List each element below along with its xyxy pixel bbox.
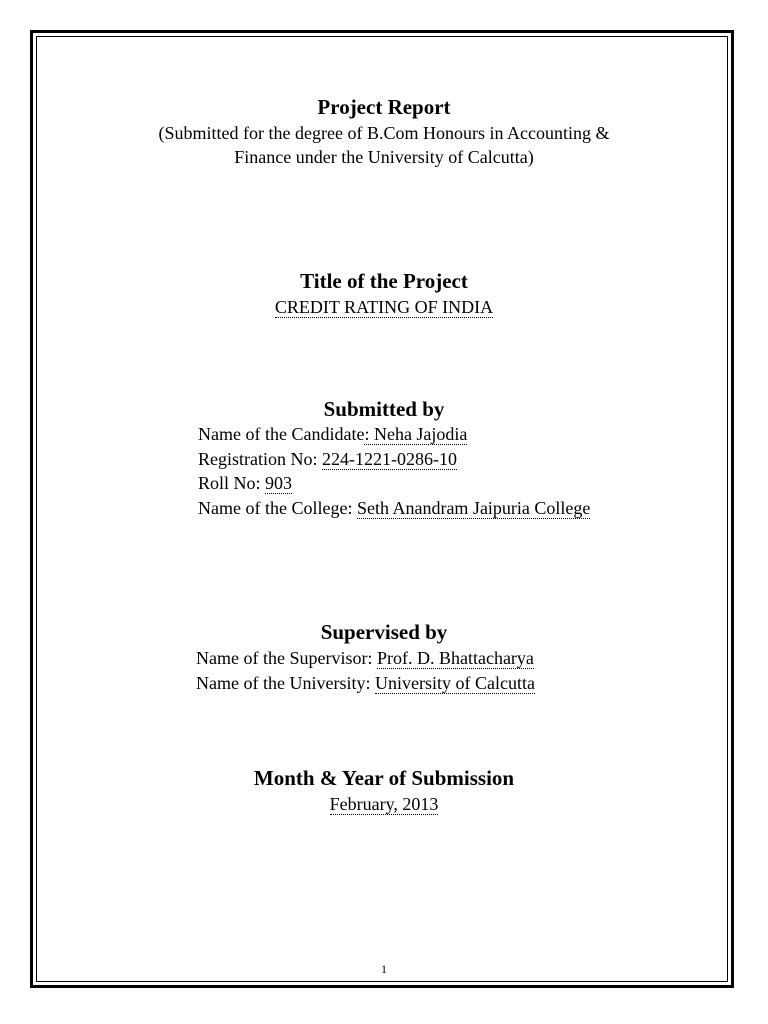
supervisor-value: Prof. D. Bhattacharya [376,648,534,668]
university-row [196,671,535,696]
supervisor-row [196,646,535,671]
project-title: CREDIT RATING OF INDIA [274,297,494,317]
report-heading: Project Report [317,95,451,119]
candidate-name-value: : Neha Jajodia [364,424,468,444]
registration-row [198,447,590,472]
college-row [198,496,590,521]
page-number: 1 [381,962,387,976]
candidate-name-label: Name of the Candidate [198,424,365,444]
roll-row [198,471,590,496]
submitted-by-heading: Submitted by [323,397,445,421]
supervisor-label: Name of the Supervisor: [196,648,377,668]
candidate-name-row [198,422,590,447]
roll-label: Roll No: [198,473,266,493]
project-title-row [0,295,768,319]
college-value: Seth Anandram Jaipuria College [356,497,591,518]
supervised-by-heading: Supervised by [320,620,448,644]
university-value: University of Calcutta [374,672,535,693]
candidate-details [198,422,590,520]
report-subtitle-line1: (Submitted for the degree of B.Com Honours in Accounting & [158,123,610,143]
report-subtitle-line2: Finance under the University of Calcutta) [234,147,534,167]
university-label: Name of the University: [196,672,375,693]
submission-date-row [0,792,768,816]
college-label: Name of the College: [198,497,357,518]
project-heading: Title of the Project [300,269,468,293]
registration-value: 224-1221-0286-10 [322,448,457,469]
registration-label: Registration No: [198,448,322,469]
submission-date: February, 2013 [329,794,439,814]
submission-heading: Month & Year of Submission [253,766,515,790]
supervisor-details [196,646,535,695]
roll-value: 903 [265,473,293,493]
